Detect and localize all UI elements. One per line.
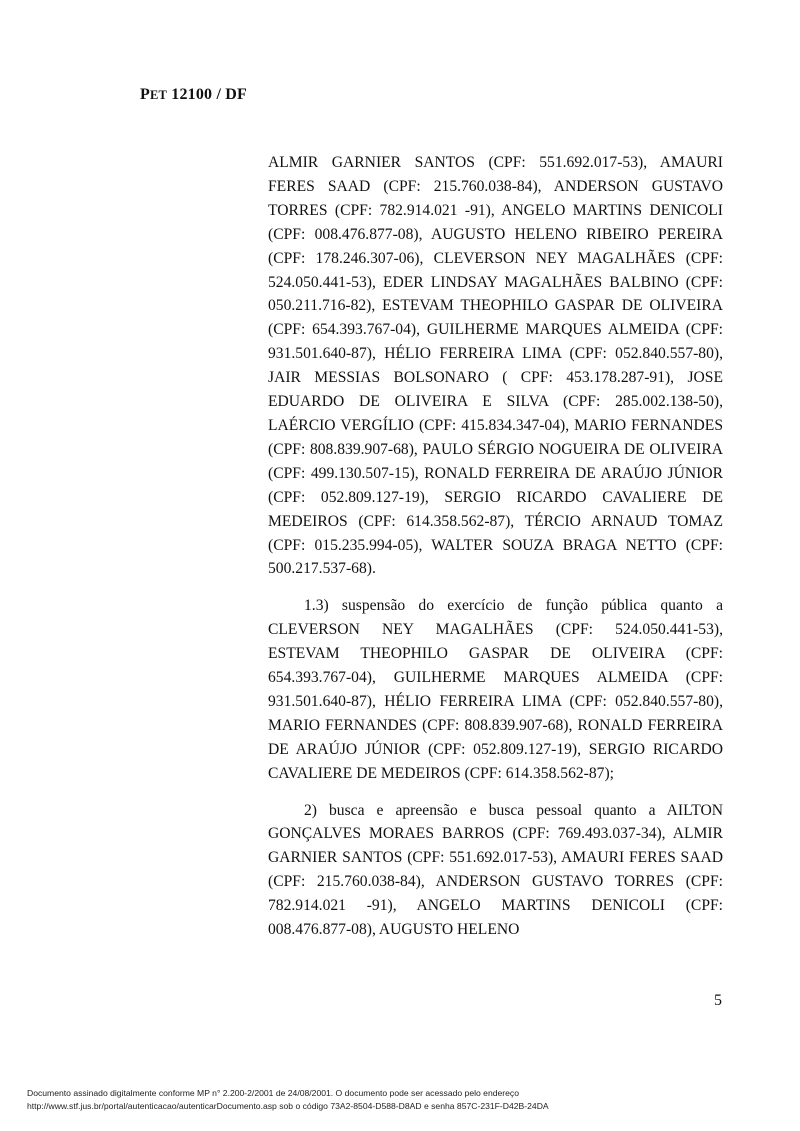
header-title-tail: 12100 / DF <box>167 86 248 103</box>
header-title-rest: ET <box>149 88 168 102</box>
header-title-cap: P <box>140 86 150 103</box>
footer-line-1: Documento assinado digitalmente conforme MP n° 2.200-2/2001 de 24/08/2001. O documento pode ser acessado pelo endereço <box>27 1088 520 1098</box>
paragraph-suspension: 1.3) suspensão do exercício de função pública quanto a CLEVERSON NEY MAGALHÃES (CPF: 524.050.441-53), ESTEVAM THEOPHILO GASPAR DE OLIVEIRA (CPF: 654.393.767-04), GUILHERME MARQUES ALMEIDA (CPF: 931.501.640-87), HÉLIO FERREIRA LIMA (CPF: 052.840.557-80), MARIO FERNANDES (CPF: 808.839.907-68), RONALD FERREIRA DE ARAÚJO JÚNIOR (CPF: 052.809.127-19), SERGIO RICARDO CAVALIERE DE MEDEIROS (CPF: 614.358.562-87); <box>268 597 723 782</box>
document-body <box>268 151 723 955</box>
page-number: 5 <box>714 992 722 1009</box>
paragraph-party-list: ALMIR GARNIER SANTOS (CPF: 551.692.017-53), AMAURI FERES SAAD (CPF: 215.760.038-84), ANDERSON GUSTAVO TORRES (CPF: 782.914.021 -91), ANGELO MARTINS DENICOLI (CPF: 008.476.877-08), AUGUSTO HELENO RIBEIRO PEREIRA (CPF: 178.246.307-06), CLEVERSON NEY MAGALHÃES (CPF: 524.050.441-53), EDER LINDSAY MAGALHÃES BALBINO (CPF: 050.211.716-82), ESTEVAM THEOPHILO GASPAR DE OLIVEIRA (CPF: 654.393.767-04), GUILHERME MARQUES ALMEIDA (CPF: 931.501.640-87), HÉLIO FERREIRA LIMA (CPF: 052.840.557-80), JAIR MESSIAS BOLSONARO ( CPF: 453.178.287-91), JOSE EDUARDO DE OLIVEIRA E SILVA (CPF: 285.002.138-50), LAÉRCIO VERGÍLIO (CPF: 415.834.347-04), MARIO FERNANDES (CPF: 808.839.907-68), PAULO SÉRGIO NOGUEIRA DE OLIVEIRA (CPF: 499.130.507-15), RONALD FERREIRA DE ARAÚJO JÚNIOR (CPF: 052.809.127-19), SERGIO RICARDO CAVALIERE DE MEDEIROS (CPF: 614.358.562-87), TÉRCIO ARNAUD TOMAZ (CPF: 015.235.994-05), WALTER SOUZA BRAGA NETTO (CPF: 500.217.537-68). <box>268 154 723 578</box>
footer-line-2: http://www.stf.jus.br/portal/autenticacao/autenticarDocumento.asp sob o código 73A2-8504-D588-D8AD e senha 857C-231F-D42B-24DA <box>27 1100 549 1111</box>
paragraph-search-seizure: 2) busca e apreensão e busca pessoal quanto a AILTON GONÇALVES MORAES BARROS (CPF: 769.493.037-34), ALMIR GARNIER SANTOS (CPF: 551.692.017-53), AMAURI FERES SAAD (CPF: 215.760.038-84), ANDERSON GUSTAVO TORRES (CPF: 782.914.021 -91), ANGELO MARTINS DENICOLI (CPF: 008.476.877-08), AUGUSTO HELENO <box>268 801 723 939</box>
signature-footer <box>27 1087 787 1112</box>
page-header-title <box>140 86 247 104</box>
